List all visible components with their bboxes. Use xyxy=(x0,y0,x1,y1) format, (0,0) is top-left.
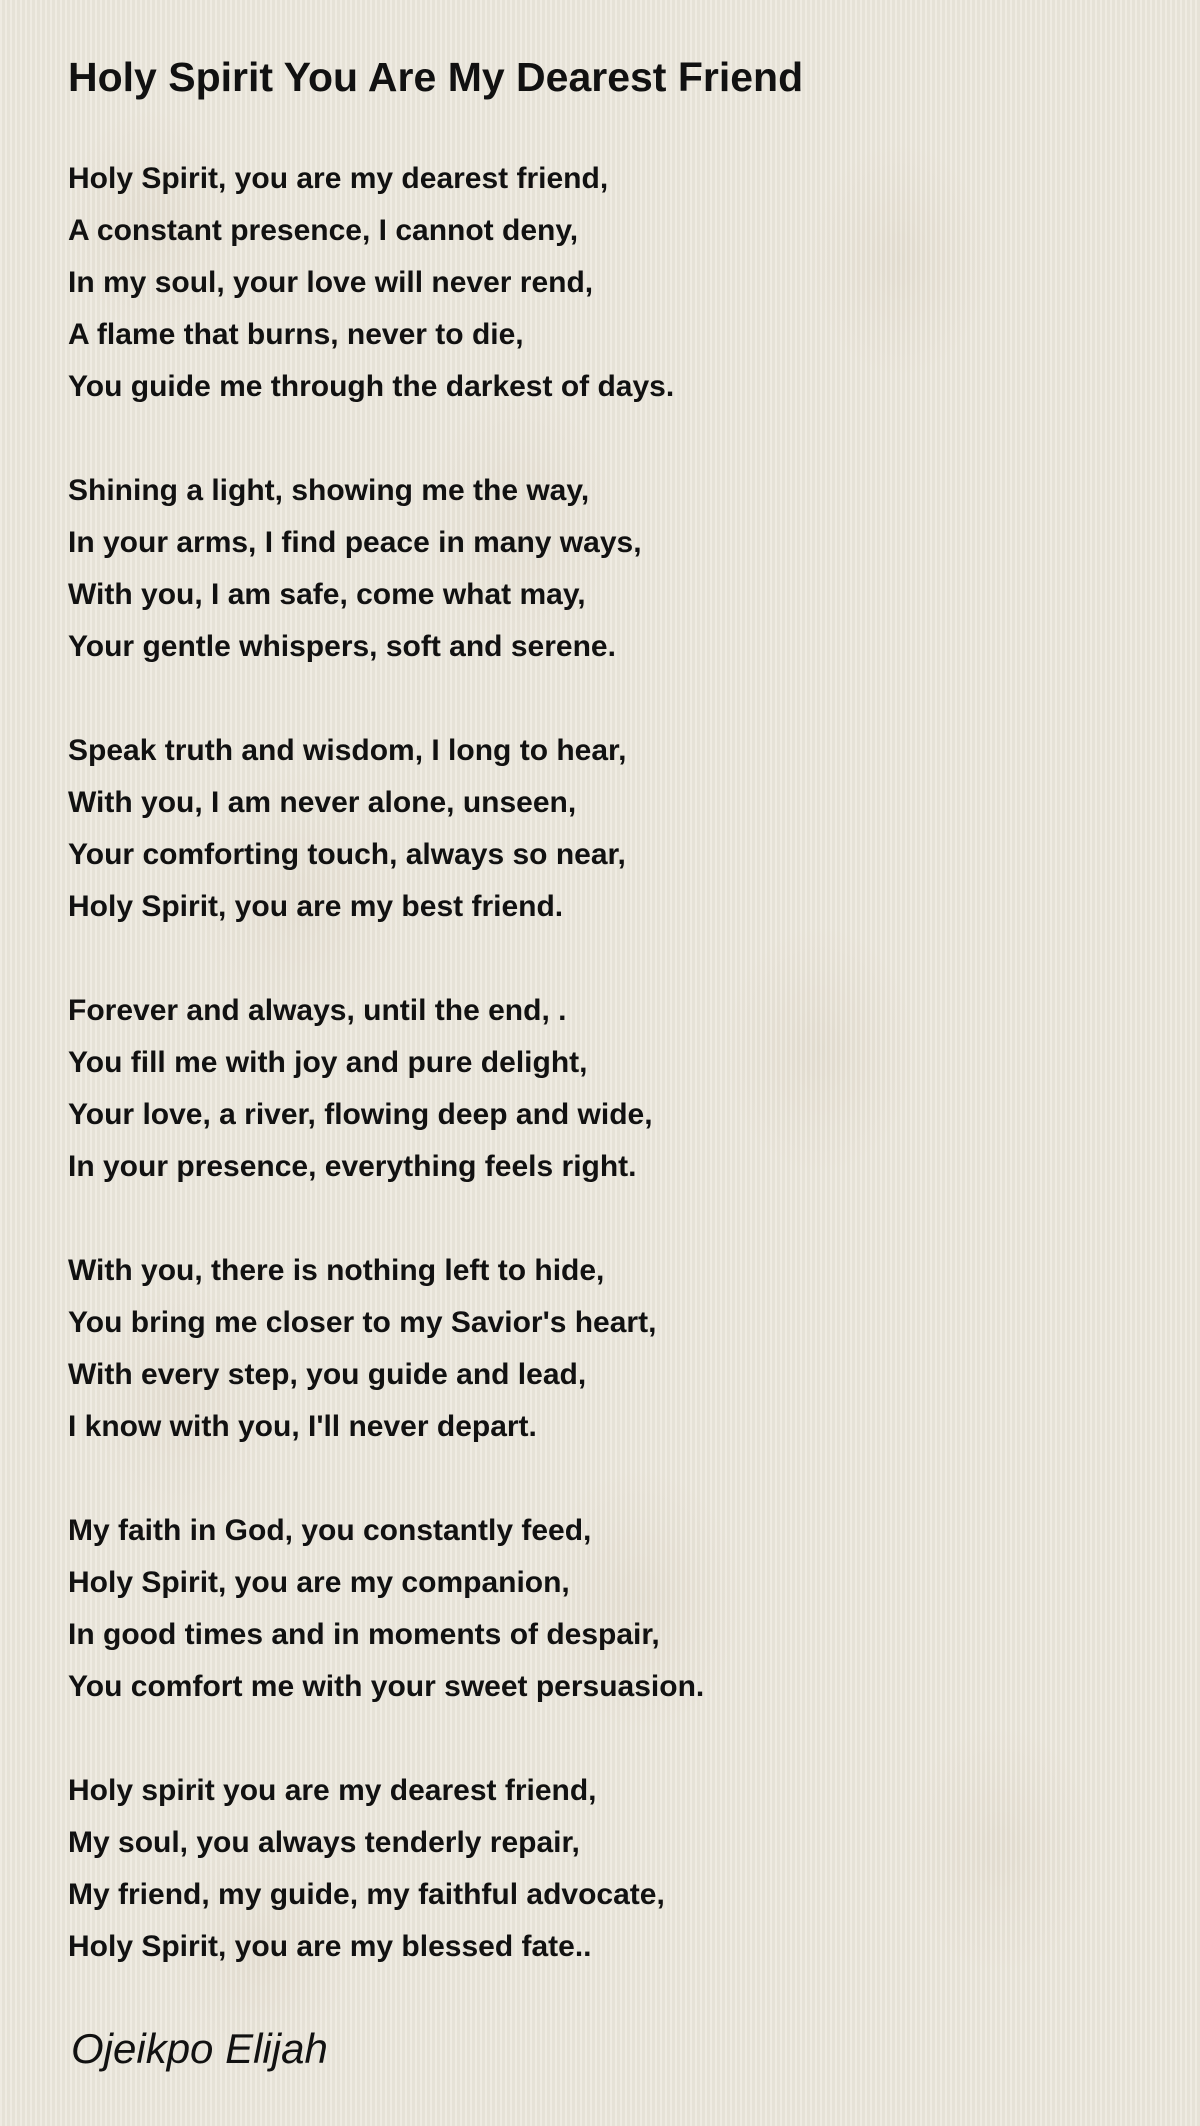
poem-line: Shining a light, showing me the way, xyxy=(68,474,590,507)
stanza xyxy=(68,1505,1148,1713)
poem-line: You bring me closer to my Savior's heart, xyxy=(68,1306,657,1339)
poem-line: Holy Spirit, you are my dearest friend, xyxy=(68,162,609,195)
poem-author: Ojeikpo Elijah xyxy=(71,2025,328,2072)
poem-line: Your comforting touch, always so near, xyxy=(68,838,626,871)
poem-line: With every step, you guide and lead, xyxy=(68,1358,587,1391)
poem-body xyxy=(68,153,1148,2025)
stanza xyxy=(68,465,1148,673)
stanza xyxy=(68,153,1148,413)
stanza xyxy=(68,985,1148,1193)
poem-line: Holy spirit you are my dearest friend, xyxy=(68,1774,597,1807)
poem-line: My friend, my guide, my faithful advocate, xyxy=(68,1878,665,1911)
poem-line: In good times and in moments of despair, xyxy=(68,1618,660,1651)
poem-line: Holy Spirit, you are my blessed fate.. xyxy=(68,1930,592,1963)
poem-line: Your gentle whispers, soft and serene. xyxy=(68,630,616,663)
poem-line: Holy Spirit, you are my companion, xyxy=(68,1566,570,1599)
poem-line: A flame that burns, never to die, xyxy=(68,318,524,351)
poem-line: Your love, a river, flowing deep and wide, xyxy=(68,1098,653,1131)
poem-title: Holy Spirit You Are My Dearest Friend xyxy=(68,54,804,100)
poem-line: You guide me through the darkest of days. xyxy=(68,370,675,403)
stanza xyxy=(68,1765,1148,1973)
poem-line: My soul, you always tenderly repair, xyxy=(68,1826,580,1859)
poem-line: You fill me with joy and pure delight, xyxy=(68,1046,588,1079)
poem-line: In your presence, everything feels right. xyxy=(68,1150,637,1183)
poem-line: In your arms, I find peace in many ways, xyxy=(68,526,642,559)
poem-line: You comfort me with your sweet persuasion. xyxy=(68,1670,705,1703)
poem-line: In my soul, your love will never rend, xyxy=(68,266,594,299)
poem-line: I know with you, I'll never depart. xyxy=(68,1410,537,1443)
poem-line: With you, I am never alone, unseen, xyxy=(68,786,577,819)
poem-line: A constant presence, I cannot deny, xyxy=(68,214,579,247)
poem-line: My faith in God, you constantly feed, xyxy=(68,1514,592,1547)
poem-line: Forever and always, until the end, . xyxy=(68,994,567,1027)
poem-line: With you, there is nothing left to hide, xyxy=(68,1254,605,1287)
poem-line: Holy Spirit, you are my best friend. xyxy=(68,890,564,923)
stanza xyxy=(68,1245,1148,1453)
stanza xyxy=(68,725,1148,933)
poem-line: Speak truth and wisdom, I long to hear, xyxy=(68,734,627,767)
poem-line: With you, I am safe, come what may, xyxy=(68,578,586,611)
